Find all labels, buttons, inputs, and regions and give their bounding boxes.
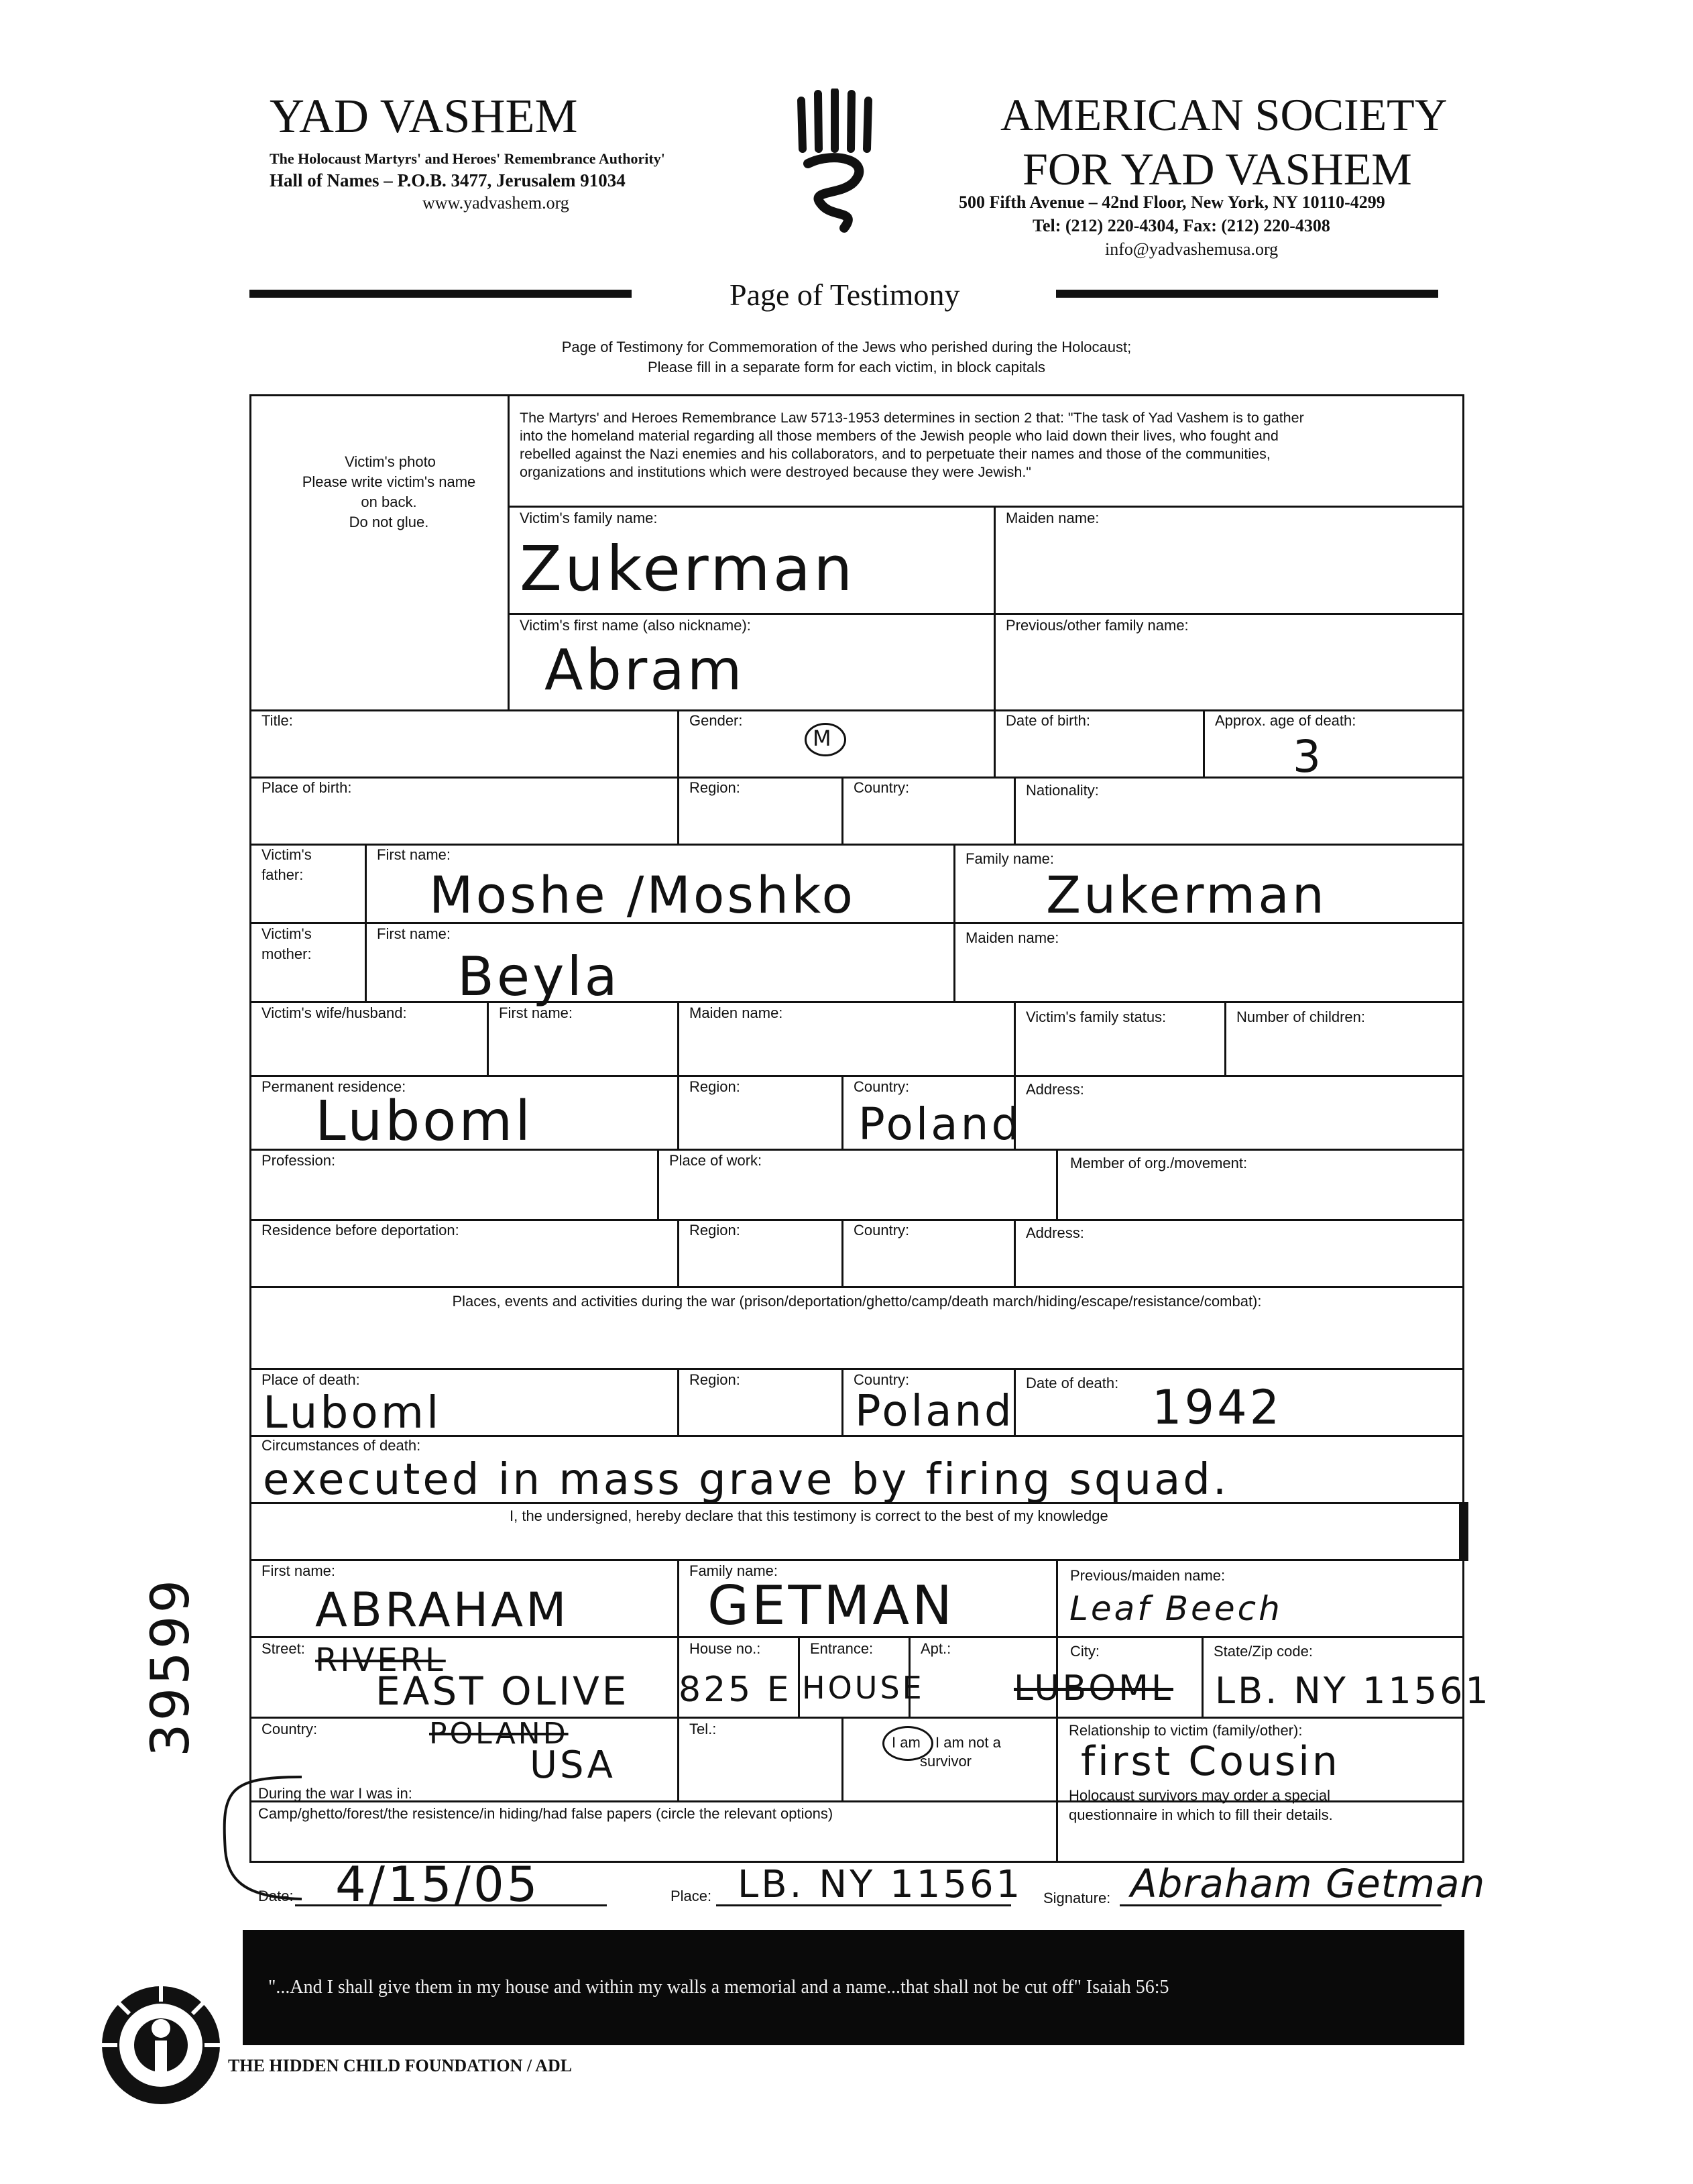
- res-before-country-label: Country:: [854, 1222, 910, 1239]
- death-region-label: Region:: [689, 1371, 740, 1388]
- perm-res-label: Permanent residence:: [261, 1078, 406, 1095]
- perm-country-value: Poland: [858, 1098, 1023, 1150]
- circumstances-value: executed in mass grave by firing squad.: [263, 1455, 1230, 1505]
- survivors-note-1: Holocaust survivors may order a special: [1069, 1787, 1331, 1804]
- relationship-value: first Cousin: [1081, 1738, 1340, 1785]
- entrance-label: Entrance:: [810, 1640, 874, 1657]
- date-value: 4/15/05: [335, 1856, 540, 1912]
- country-label: Country:: [261, 1721, 318, 1737]
- family-status-label: Victim's family status:: [1026, 1009, 1167, 1025]
- mother-label-1: Victim's: [261, 925, 312, 942]
- photo-label-4: Do not glue.: [349, 514, 429, 530]
- hidden-child-logo: [97, 1981, 225, 2109]
- house-no-label: House no.:: [689, 1640, 761, 1657]
- form-title: Page of Testimony: [729, 278, 960, 312]
- gender-label: Gender:: [689, 712, 743, 729]
- city-label: City:: [1070, 1643, 1100, 1660]
- survivor-label: survivor: [920, 1753, 972, 1770]
- street-label: Street:: [261, 1640, 305, 1657]
- nationality-label: Nationality:: [1026, 782, 1099, 799]
- death-country-label: Country:: [854, 1371, 910, 1388]
- res-before-address-label: Address:: [1026, 1224, 1084, 1241]
- intro-line-1: Page of Testimony for Commemoration of the Jews who perished during the Holocaust;: [561, 339, 1132, 355]
- law-text-2: into the homeland material regarding all those members of the Jewish people who laid down their lives, who fought and: [520, 428, 1279, 444]
- apt-label: Apt.:: [921, 1640, 951, 1657]
- father-label-2: father:: [261, 866, 304, 883]
- mother-first-label: First name:: [377, 925, 451, 942]
- victim-family-name-value: Zukerman: [520, 533, 856, 605]
- declaration-text: I, the undersigned, hereby declare that this testimony is correct to the best of my knowledge: [510, 1507, 1108, 1524]
- margin-bracket: [201, 1770, 308, 1904]
- place-death-value: Luboml: [263, 1387, 442, 1438]
- mother-label-2: mother:: [261, 945, 312, 962]
- law-text-4: organizations and institutions which were destroyed because they were Jewish.": [520, 464, 1031, 480]
- american-society-email: info@yadvashemusa.org: [1105, 239, 1279, 259]
- perm-res-value: Luboml: [315, 1090, 534, 1153]
- entrance-value: HOUSE: [802, 1670, 925, 1706]
- submitter-family-value: GETMAN: [707, 1574, 955, 1637]
- street-old-value: RIVERL: [315, 1642, 446, 1679]
- yad-vashem-subtitle: The Holocaust Martyrs' and Heroes' Remembrance Authority': [270, 150, 665, 167]
- spouse-maiden-label: Maiden name:: [689, 1004, 783, 1021]
- res-before-region-label: Region:: [689, 1222, 740, 1239]
- photo-label-1: Victim's photo: [345, 453, 436, 470]
- law-text-3: rebelled against the Nazi enemies and his collaborators, and to perpetuate their names and those of the communities,: [520, 446, 1271, 462]
- dob-label: Date of birth:: [1006, 712, 1090, 729]
- country-old-value: POLAND: [429, 1717, 569, 1751]
- during-war-options: Camp/ghetto/forest/the resistence/in hiding/had false papers (circle the relevant options): [258, 1805, 833, 1822]
- submitter-first-label: First name:: [261, 1562, 336, 1579]
- place-death-label: Place of death:: [261, 1371, 360, 1388]
- american-society-address: 500 Fifth Avenue – 42nd Floor, New York, NY 10110-4299: [959, 192, 1385, 212]
- photo-label-2: Please write victim's name: [302, 473, 476, 490]
- gender-value: M: [813, 726, 834, 751]
- header-rule-right: [1056, 290, 1438, 298]
- date-label: Date:: [258, 1888, 294, 1904]
- house-no-value: 825 E: [679, 1670, 792, 1710]
- profession-label: Profession:: [261, 1152, 336, 1169]
- father-first-value: Moshe /Moshko: [429, 865, 856, 925]
- age-death-value: 3: [1293, 731, 1324, 783]
- street-value: EAST OLIVE: [375, 1668, 630, 1714]
- state-zip-value: LB. NY 11561: [1215, 1670, 1491, 1712]
- father-first-label: First name:: [377, 846, 451, 863]
- submitter-first-value: ABRAHAM: [315, 1583, 569, 1637]
- father-family-label: Family name:: [966, 850, 1055, 867]
- yad-vashem-address: Hall of Names – P.O.B. 3477, Jerusalem 91034: [270, 170, 626, 190]
- places-events-label: Places, events and activities during the war (prison/deportation/ghetto/camp/death march/hiding/escape/resistance/combat):: [452, 1293, 1262, 1310]
- yad-vashem-logo: [788, 89, 882, 233]
- country-value: USA: [530, 1743, 616, 1787]
- place-label: Place:: [670, 1888, 712, 1904]
- i-am-option: I am: [892, 1734, 921, 1751]
- during-war-label: During the war I was in:: [258, 1785, 412, 1802]
- i-am-not-option: I am not a: [935, 1734, 1001, 1751]
- perm-region-label: Region:: [689, 1078, 740, 1095]
- american-society-title-2: FOR YAD VASHEM: [1023, 143, 1412, 194]
- first-name-label: Victim's first name (also nickname):: [520, 617, 751, 634]
- place-work-label: Place of work:: [669, 1152, 762, 1169]
- yad-vashem-title: YAD VASHEM: [270, 89, 578, 143]
- date-death-label: Date of death:: [1026, 1375, 1119, 1391]
- submitter-prev-value: Leaf Beech: [1069, 1589, 1283, 1628]
- birth-region-label: Region:: [689, 779, 740, 796]
- law-text-1: The Martyrs' and Heroes Remembrance Law 5713-1953 determines in section 2 that: "The task of Yad Vashem is to gather: [520, 410, 1304, 426]
- num-children-label: Number of children:: [1236, 1009, 1365, 1025]
- relationship-label: Relationship to victim (family/other):: [1069, 1722, 1303, 1739]
- state-zip-label: State/Zip code:: [1214, 1643, 1313, 1660]
- isaiah-quote: "...And I shall give them in my house and within my walls a memorial and a name...that shall not be cut off" Isaiah 56:5: [268, 1977, 1169, 1998]
- header-rule-left: [249, 290, 632, 298]
- tel-label: Tel.:: [689, 1721, 717, 1737]
- res-before-label: Residence before deportation:: [261, 1222, 459, 1239]
- city-value: LUBOML: [1014, 1668, 1173, 1709]
- perm-country-label: Country:: [854, 1078, 910, 1095]
- date-death-value: 1942: [1152, 1380, 1283, 1435]
- age-death-label: Approx. age of death:: [1215, 712, 1356, 729]
- submitter-prev-label: Previous/maiden name:: [1070, 1567, 1226, 1584]
- hidden-child-foundation: THE HIDDEN CHILD FOUNDATION / ADL: [228, 2056, 573, 2075]
- birth-country-label: Country:: [854, 779, 910, 796]
- photo-label-3: on back.: [361, 494, 417, 510]
- circumstances-label: Circumstances of death:: [261, 1437, 421, 1454]
- spouse-first-label: First name:: [499, 1004, 573, 1021]
- signature-label: Signature:: [1043, 1890, 1111, 1906]
- american-society-title-1: AMERICAN SOCIETY: [1000, 89, 1448, 140]
- death-country-value: Poland: [855, 1387, 1014, 1436]
- survivors-note-2: questionnaire in which to fill their details.: [1069, 1806, 1333, 1823]
- mother-first-value: Beyla: [457, 945, 620, 1008]
- title-label: Title:: [261, 712, 293, 729]
- margin-number: 39599: [141, 1576, 201, 1757]
- family-name-label: Victim's family name:: [520, 510, 658, 526]
- spouse-label: Victim's wife/husband:: [261, 1004, 407, 1021]
- intro-line-2: Please fill in a separate form for each victim, in block capitals: [647, 359, 1046, 376]
- submitter-family-label: Family name:: [689, 1562, 778, 1579]
- perm-address-label: Address:: [1026, 1081, 1084, 1098]
- father-label-1: Victim's: [261, 846, 312, 863]
- place-value: LB. NY 11561: [738, 1863, 1023, 1906]
- mother-maiden-label: Maiden name:: [966, 929, 1059, 946]
- victim-first-name-value: Abram: [544, 637, 745, 703]
- father-family-value: Zukerman: [1046, 865, 1327, 925]
- american-society-phone: Tel: (212) 220-4304, Fax: (212) 220-4308: [1033, 216, 1330, 235]
- prev-family-name-label: Previous/other family name:: [1006, 617, 1189, 634]
- signature-value: Abraham Getman: [1130, 1861, 1486, 1906]
- yad-vashem-website: www.yadvashem.org: [422, 193, 569, 213]
- maiden-name-label: Maiden name:: [1006, 510, 1100, 526]
- member-org-label: Member of org./movement:: [1070, 1155, 1248, 1171]
- place-birth-label: Place of birth:: [261, 779, 352, 796]
